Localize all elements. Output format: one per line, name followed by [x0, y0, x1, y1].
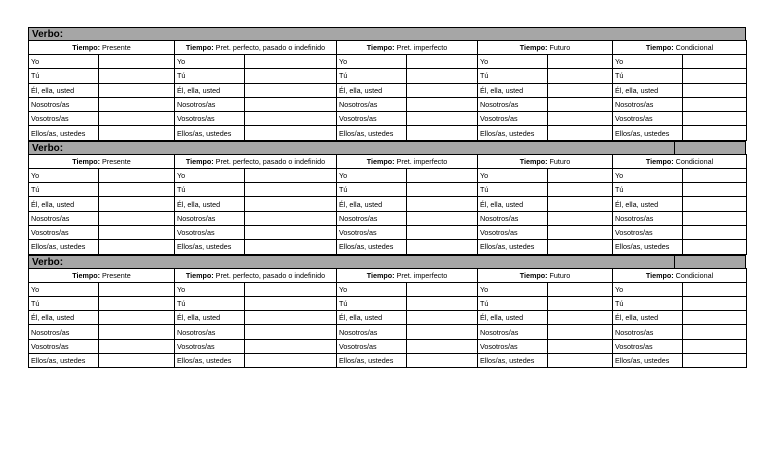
- persona-cell: Yo: [613, 55, 683, 69]
- persona-cell: Vosotros/as: [337, 339, 407, 353]
- persona-cell: Ellos/as, ustedes: [29, 126, 99, 140]
- conjugation-input-cell[interactable]: [99, 211, 175, 225]
- conjugation-input-cell[interactable]: [99, 69, 175, 83]
- persona-cell: Tú: [337, 69, 407, 83]
- persona-cell: Ellos/as, ustedes: [175, 240, 245, 254]
- conjugation-input-cell[interactable]: [683, 183, 747, 197]
- conjugation-input-cell[interactable]: [407, 168, 478, 182]
- tiempo-label: Tiempo:: [519, 270, 548, 280]
- table-row: [29, 325, 747, 339]
- persona-cell: Yo: [29, 55, 99, 69]
- persona-cell: Yo: [29, 282, 99, 296]
- verbo-header-row: [28, 255, 746, 268]
- conjugation-input-cell[interactable]: [407, 225, 478, 239]
- persona-cell: Ellos/as, ustedes: [478, 240, 548, 254]
- persona-cell: Tú: [29, 296, 99, 310]
- conjugation-input-cell[interactable]: [548, 183, 613, 197]
- persona-cell: Tú: [478, 296, 548, 310]
- persona-cell: Ellos/as, ustedes: [613, 126, 683, 140]
- conjugation-input-cell[interactable]: [245, 55, 337, 69]
- conjugation-input-cell[interactable]: [245, 211, 337, 225]
- verbo-header-row: [28, 27, 746, 40]
- tiempo-header-cell: [29, 41, 175, 55]
- table-row: [29, 126, 747, 140]
- conjugation-input-cell[interactable]: [548, 282, 613, 296]
- conjugation-input-cell[interactable]: [548, 325, 613, 339]
- conjugation-input-cell[interactable]: [245, 240, 337, 254]
- conjugation-input-cell[interactable]: [407, 55, 478, 69]
- tiempo-header-cell: [337, 268, 478, 282]
- persona-cell: Yo: [337, 168, 407, 182]
- conjugation-input-cell[interactable]: [548, 296, 613, 310]
- conjugation-input-cell[interactable]: [245, 69, 337, 83]
- tiempo-header-cell: [29, 268, 175, 282]
- tiempo-label: Tiempo:: [366, 270, 395, 280]
- persona-cell: Ellos/as, ustedes: [478, 354, 548, 368]
- persona-cell: Tú: [478, 183, 548, 197]
- persona-cell: Él, ella, usted: [613, 83, 683, 97]
- persona-cell: Tú: [29, 183, 99, 197]
- persona-cell: Él, ella, usted: [29, 311, 99, 325]
- conjugation-input-cell[interactable]: [407, 354, 478, 368]
- table-row: [29, 197, 747, 211]
- tiempo-header-cell: [478, 154, 613, 168]
- tiempo-name: Pret. imperfecto: [394, 270, 448, 280]
- persona-cell: Yo: [29, 168, 99, 182]
- conjugation-input-cell[interactable]: [548, 55, 613, 69]
- conjugation-input-cell[interactable]: [99, 296, 175, 310]
- tiempo-header-cell: [337, 154, 478, 168]
- conjugation-input-cell[interactable]: [683, 339, 747, 353]
- table-row: [29, 354, 747, 368]
- persona-cell: Yo: [478, 168, 548, 182]
- tiempo-name: Pret. perfecto, pasado o indefinido: [213, 156, 326, 166]
- tiempo-name: Pret. perfecto, pasado o indefinido: [213, 270, 326, 280]
- conjugation-input-cell[interactable]: [245, 168, 337, 182]
- persona-cell: Vosotros/as: [478, 339, 548, 353]
- table-row: [29, 311, 747, 325]
- conjugation-input-cell[interactable]: [683, 311, 747, 325]
- conjugation-input-cell[interactable]: [548, 97, 613, 111]
- tiempo-label: Tiempo:: [366, 43, 395, 52]
- verbo-blank-cell[interactable]: [674, 256, 745, 268]
- conjugation-input-cell[interactable]: [407, 197, 478, 211]
- conjugation-input-cell[interactable]: [548, 339, 613, 353]
- persona-cell: Vosotros/as: [175, 225, 245, 239]
- table-row: [29, 211, 747, 225]
- persona-cell: Él, ella, usted: [613, 197, 683, 211]
- table-row: [29, 112, 747, 126]
- conjugation-input-cell[interactable]: [548, 211, 613, 225]
- persona-cell: Vosotros/as: [29, 225, 99, 239]
- persona-cell: Nosotros/as: [29, 211, 99, 225]
- tiempo-header-cell: [613, 154, 747, 168]
- verbo-label: Verbo:: [32, 142, 64, 154]
- persona-cell: Yo: [478, 282, 548, 296]
- persona-cell: Ellos/as, ustedes: [613, 240, 683, 254]
- persona-cell: Él, ella, usted: [29, 197, 99, 211]
- tiempo-header-row: [29, 41, 747, 55]
- persona-cell: Ellos/as, ustedes: [478, 126, 548, 140]
- persona-cell: Nosotros/as: [613, 325, 683, 339]
- tiempo-name: Condicional: [673, 270, 714, 280]
- conjugation-input-cell[interactable]: [407, 311, 478, 325]
- persona-cell: Yo: [613, 282, 683, 296]
- persona-cell: Ellos/as, ustedes: [613, 354, 683, 368]
- persona-cell: Vosotros/as: [613, 225, 683, 239]
- verbo-header-row: [28, 141, 746, 154]
- conjugation-input-cell[interactable]: [99, 339, 175, 353]
- persona-cell: Vosotros/as: [478, 112, 548, 126]
- conjugation-input-cell[interactable]: [683, 112, 747, 126]
- conjugation-input-cell[interactable]: [245, 354, 337, 368]
- persona-cell: Yo: [613, 168, 683, 182]
- persona-cell: Vosotros/as: [175, 112, 245, 126]
- conjugation-input-cell[interactable]: [99, 240, 175, 254]
- conjugation-input-cell[interactable]: [407, 211, 478, 225]
- persona-cell: Ellos/as, ustedes: [29, 240, 99, 254]
- tiempo-header-cell: [478, 268, 613, 282]
- persona-cell: Nosotros/as: [613, 97, 683, 111]
- conjugation-input-cell[interactable]: [99, 354, 175, 368]
- conjugation-input-cell[interactable]: [407, 240, 478, 254]
- table-row: [29, 225, 747, 239]
- tiempo-header-cell: [29, 154, 175, 168]
- tiempo-header-row: [29, 154, 747, 168]
- conjugation-input-cell[interactable]: [245, 83, 337, 97]
- tiempo-header-row: [29, 268, 747, 282]
- persona-cell: Vosotros/as: [29, 339, 99, 353]
- conjugation-input-cell[interactable]: [683, 55, 747, 69]
- conjugation-input-cell[interactable]: [245, 112, 337, 126]
- conjugation-input-cell[interactable]: [99, 197, 175, 211]
- tiempo-name: Futuro: [547, 270, 571, 280]
- verb-section: [28, 255, 746, 369]
- persona-cell: Él, ella, usted: [478, 197, 548, 211]
- tiempo-label: Tiempo:: [645, 156, 674, 166]
- conjugation-input-cell[interactable]: [407, 183, 478, 197]
- conjugation-input-cell[interactable]: [407, 69, 478, 83]
- tiempo-name: Pret. perfecto, pasado o indefinido: [213, 43, 326, 52]
- tiempo-name: Presente: [100, 270, 131, 280]
- tiempo-label: Tiempo:: [72, 270, 101, 280]
- conjugation-input-cell[interactable]: [407, 83, 478, 97]
- persona-cell: Vosotros/as: [175, 339, 245, 353]
- tiempo-label: Tiempo:: [519, 156, 548, 166]
- tiempo-label: Tiempo:: [72, 156, 101, 166]
- verbo-blank-cell[interactable]: [674, 142, 745, 154]
- persona-cell: Él, ella, usted: [29, 83, 99, 97]
- conjugation-input-cell[interactable]: [683, 197, 747, 211]
- conjugation-input-cell[interactable]: [548, 168, 613, 182]
- conjugation-input-cell[interactable]: [548, 311, 613, 325]
- table-row: [29, 240, 747, 254]
- persona-cell: Tú: [175, 69, 245, 83]
- persona-cell: Nosotros/as: [337, 325, 407, 339]
- conjugation-input-cell[interactable]: [548, 354, 613, 368]
- tiempo-header-cell: [175, 41, 337, 55]
- conjugation-input-cell[interactable]: [683, 225, 747, 239]
- conjugation-input-cell[interactable]: [99, 112, 175, 126]
- conjugation-input-cell[interactable]: [548, 225, 613, 239]
- persona-cell: Tú: [337, 296, 407, 310]
- conjugation-input-cell[interactable]: [683, 83, 747, 97]
- conjugation-input-cell[interactable]: [99, 325, 175, 339]
- persona-cell: Yo: [337, 55, 407, 69]
- persona-cell: Tú: [613, 183, 683, 197]
- tiempo-header-cell: [613, 41, 747, 55]
- conjugation-input-cell[interactable]: [683, 97, 747, 111]
- persona-cell: Nosotros/as: [175, 97, 245, 111]
- persona-cell: Vosotros/as: [478, 225, 548, 239]
- conjugation-input-cell[interactable]: [245, 126, 337, 140]
- persona-cell: Nosotros/as: [613, 211, 683, 225]
- tiempo-label: Tiempo:: [185, 270, 214, 280]
- persona-cell: Tú: [175, 183, 245, 197]
- conjugation-input-cell[interactable]: [683, 325, 747, 339]
- conjugation-input-cell[interactable]: [683, 168, 747, 182]
- tiempo-label: Tiempo:: [645, 43, 674, 52]
- table-row: [29, 296, 747, 310]
- conjugation-input-cell[interactable]: [99, 55, 175, 69]
- conjugation-input-cell[interactable]: [548, 126, 613, 140]
- conjugation-input-cell[interactable]: [548, 112, 613, 126]
- conjugation-sheet: [28, 27, 746, 368]
- persona-cell: Ellos/as, ustedes: [337, 240, 407, 254]
- persona-cell: Yo: [337, 282, 407, 296]
- conjugation-input-cell[interactable]: [683, 240, 747, 254]
- conjugation-input-cell[interactable]: [245, 183, 337, 197]
- conjugation-input-cell[interactable]: [99, 97, 175, 111]
- conjugation-input-cell[interactable]: [99, 311, 175, 325]
- tiempo-header-cell: [613, 268, 747, 282]
- persona-cell: Yo: [175, 168, 245, 182]
- tiempo-label: Tiempo:: [72, 43, 101, 52]
- persona-cell: Yo: [175, 55, 245, 69]
- table-row: [29, 69, 747, 83]
- table-row: [29, 55, 747, 69]
- conjugation-input-cell[interactable]: [245, 311, 337, 325]
- table-row: [29, 168, 747, 182]
- persona-cell: Vosotros/as: [337, 112, 407, 126]
- persona-cell: Yo: [478, 55, 548, 69]
- verb-section: [28, 27, 746, 141]
- conjugation-input-cell[interactable]: [99, 282, 175, 296]
- persona-cell: Tú: [29, 69, 99, 83]
- persona-cell: Él, ella, usted: [175, 197, 245, 211]
- verbo-label: Verbo:: [32, 256, 64, 268]
- persona-cell: Nosotros/as: [175, 325, 245, 339]
- conjugation-input-cell[interactable]: [407, 282, 478, 296]
- tiempo-name: Pret. imperfecto: [394, 43, 448, 52]
- conjugation-input-cell[interactable]: [683, 69, 747, 83]
- persona-cell: Ellos/as, ustedes: [337, 354, 407, 368]
- persona-cell: Él, ella, usted: [337, 311, 407, 325]
- persona-cell: Ellos/as, ustedes: [29, 354, 99, 368]
- persona-cell: Nosotros/as: [29, 325, 99, 339]
- conjugation-input-cell[interactable]: [99, 83, 175, 97]
- table-row: [29, 97, 747, 111]
- persona-cell: Él, ella, usted: [175, 311, 245, 325]
- persona-cell: Él, ella, usted: [337, 83, 407, 97]
- persona-cell: Tú: [613, 69, 683, 83]
- conjugation-input-cell[interactable]: [245, 225, 337, 239]
- persona-cell: Ellos/as, ustedes: [175, 126, 245, 140]
- persona-cell: Tú: [175, 296, 245, 310]
- persona-cell: Nosotros/as: [175, 211, 245, 225]
- conjugation-input-cell[interactable]: [407, 296, 478, 310]
- tiempo-header-cell: [175, 268, 337, 282]
- conjugation-input-cell[interactable]: [683, 296, 747, 310]
- table-row: [29, 183, 747, 197]
- tiempo-name: Futuro: [547, 156, 571, 166]
- table-row: [29, 339, 747, 353]
- conjugation-input-cell[interactable]: [245, 282, 337, 296]
- tiempo-label: Tiempo:: [519, 43, 548, 52]
- conjugation-input-cell[interactable]: [683, 211, 747, 225]
- persona-cell: Vosotros/as: [613, 112, 683, 126]
- tiempo-header-cell: [337, 41, 478, 55]
- persona-cell: Vosotros/as: [29, 112, 99, 126]
- conjugation-input-cell[interactable]: [407, 112, 478, 126]
- conjugation-input-cell[interactable]: [548, 83, 613, 97]
- tiempo-name: Pret. imperfecto: [394, 156, 448, 166]
- persona-cell: Ellos/as, ustedes: [175, 354, 245, 368]
- persona-cell: Nosotros/as: [337, 211, 407, 225]
- conjugation-input-cell[interactable]: [407, 325, 478, 339]
- tiempo-label: Tiempo:: [185, 156, 214, 166]
- conjugation-input-cell[interactable]: [548, 240, 613, 254]
- persona-cell: Nosotros/as: [478, 97, 548, 111]
- persona-cell: Tú: [478, 69, 548, 83]
- conjugation-input-cell[interactable]: [99, 126, 175, 140]
- tiempo-label: Tiempo:: [645, 270, 674, 280]
- persona-cell: Él, ella, usted: [478, 311, 548, 325]
- persona-cell: Ellos/as, ustedes: [337, 126, 407, 140]
- persona-cell: Nosotros/as: [478, 325, 548, 339]
- tiempo-label: Tiempo:: [366, 156, 395, 166]
- conjugation-input-cell[interactable]: [683, 354, 747, 368]
- verbo-label: Verbo:: [32, 29, 64, 40]
- tiempo-header-cell: [478, 41, 613, 55]
- table-row: [29, 83, 747, 97]
- tiempo-label: Tiempo:: [185, 43, 214, 52]
- tiempo-name: Condicional: [673, 43, 714, 52]
- persona-cell: Nosotros/as: [29, 97, 99, 111]
- persona-cell: Él, ella, usted: [175, 83, 245, 97]
- tiempo-name: Futuro: [547, 43, 571, 52]
- conjugation-input-cell[interactable]: [683, 126, 747, 140]
- persona-cell: Él, ella, usted: [337, 197, 407, 211]
- conjugation-input-cell[interactable]: [683, 282, 747, 296]
- conjugation-input-cell[interactable]: [245, 97, 337, 111]
- conjugation-input-cell[interactable]: [99, 168, 175, 182]
- conjugation-table: [28, 40, 747, 141]
- conjugation-input-cell[interactable]: [548, 197, 613, 211]
- persona-cell: Él, ella, usted: [613, 311, 683, 325]
- conjugation-input-cell[interactable]: [99, 183, 175, 197]
- persona-cell: Yo: [175, 282, 245, 296]
- tiempo-header-cell: [175, 154, 337, 168]
- conjugation-input-cell[interactable]: [245, 339, 337, 353]
- persona-cell: Nosotros/as: [337, 97, 407, 111]
- persona-cell: Tú: [337, 183, 407, 197]
- conjugation-input-cell[interactable]: [548, 69, 613, 83]
- conjugation-input-cell[interactable]: [407, 339, 478, 353]
- persona-cell: Tú: [613, 296, 683, 310]
- tiempo-name: Condicional: [673, 156, 714, 166]
- conjugation-table: [28, 154, 747, 255]
- conjugation-input-cell[interactable]: [407, 97, 478, 111]
- persona-cell: Él, ella, usted: [478, 83, 548, 97]
- persona-cell: Nosotros/as: [478, 211, 548, 225]
- conjugation-input-cell[interactable]: [99, 225, 175, 239]
- conjugation-input-cell[interactable]: [245, 325, 337, 339]
- conjugation-input-cell[interactable]: [407, 126, 478, 140]
- persona-cell: Vosotros/as: [337, 225, 407, 239]
- table-row: [29, 282, 747, 296]
- tiempo-name: Presente: [100, 156, 131, 166]
- conjugation-input-cell[interactable]: [245, 197, 337, 211]
- tiempo-name: Presente: [100, 43, 131, 52]
- persona-cell: Vosotros/as: [613, 339, 683, 353]
- verb-section: [28, 141, 746, 255]
- conjugation-input-cell[interactable]: [245, 296, 337, 310]
- conjugation-table: [28, 268, 747, 369]
